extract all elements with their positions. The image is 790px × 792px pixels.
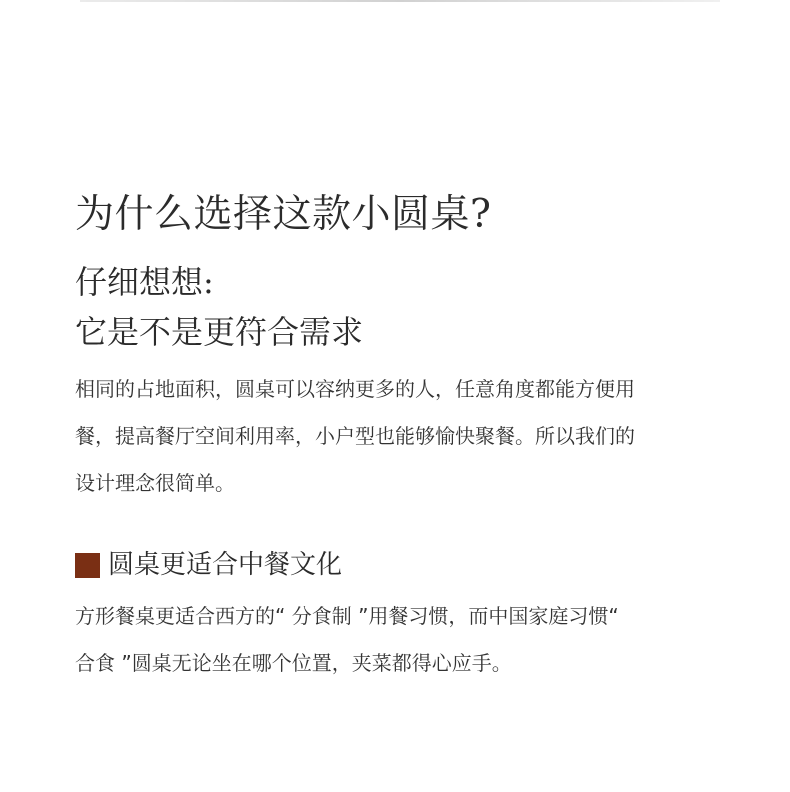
section-title: 圆桌更适合中餐文化 [108, 550, 343, 580]
intro-line-1: 相同的占地面积，圆桌可以容纳更多的人，任意角度都能方便用 [75, 377, 635, 401]
intro-line-3: 设计理念很简单。 [75, 471, 235, 495]
section-line-1: 方形餐桌更适合西方的“ 分食制 ”用餐习惯，而中国家庭习惯“ [75, 604, 619, 628]
section-paragraph [75, 593, 725, 687]
section-header [75, 548, 342, 582]
subheading-line-2: 它是不是更符合需求 [75, 313, 364, 351]
section-line-2: 合食 ”圆桌无论坐在哪个位置，夹菜都得心应手。 [75, 651, 512, 675]
top-divider [80, 0, 720, 2]
subheading-line-1: 仔细想想: [75, 263, 214, 301]
section-marker-square [75, 553, 100, 578]
subheading [75, 257, 363, 357]
page-title: 为什么选择这款小圆桌? [75, 192, 492, 237]
intro-line-2: 餐，提高餐厅空间利用率，小户型也能够愉快聚餐。所以我们的 [75, 424, 635, 448]
intro-paragraph [75, 366, 725, 507]
